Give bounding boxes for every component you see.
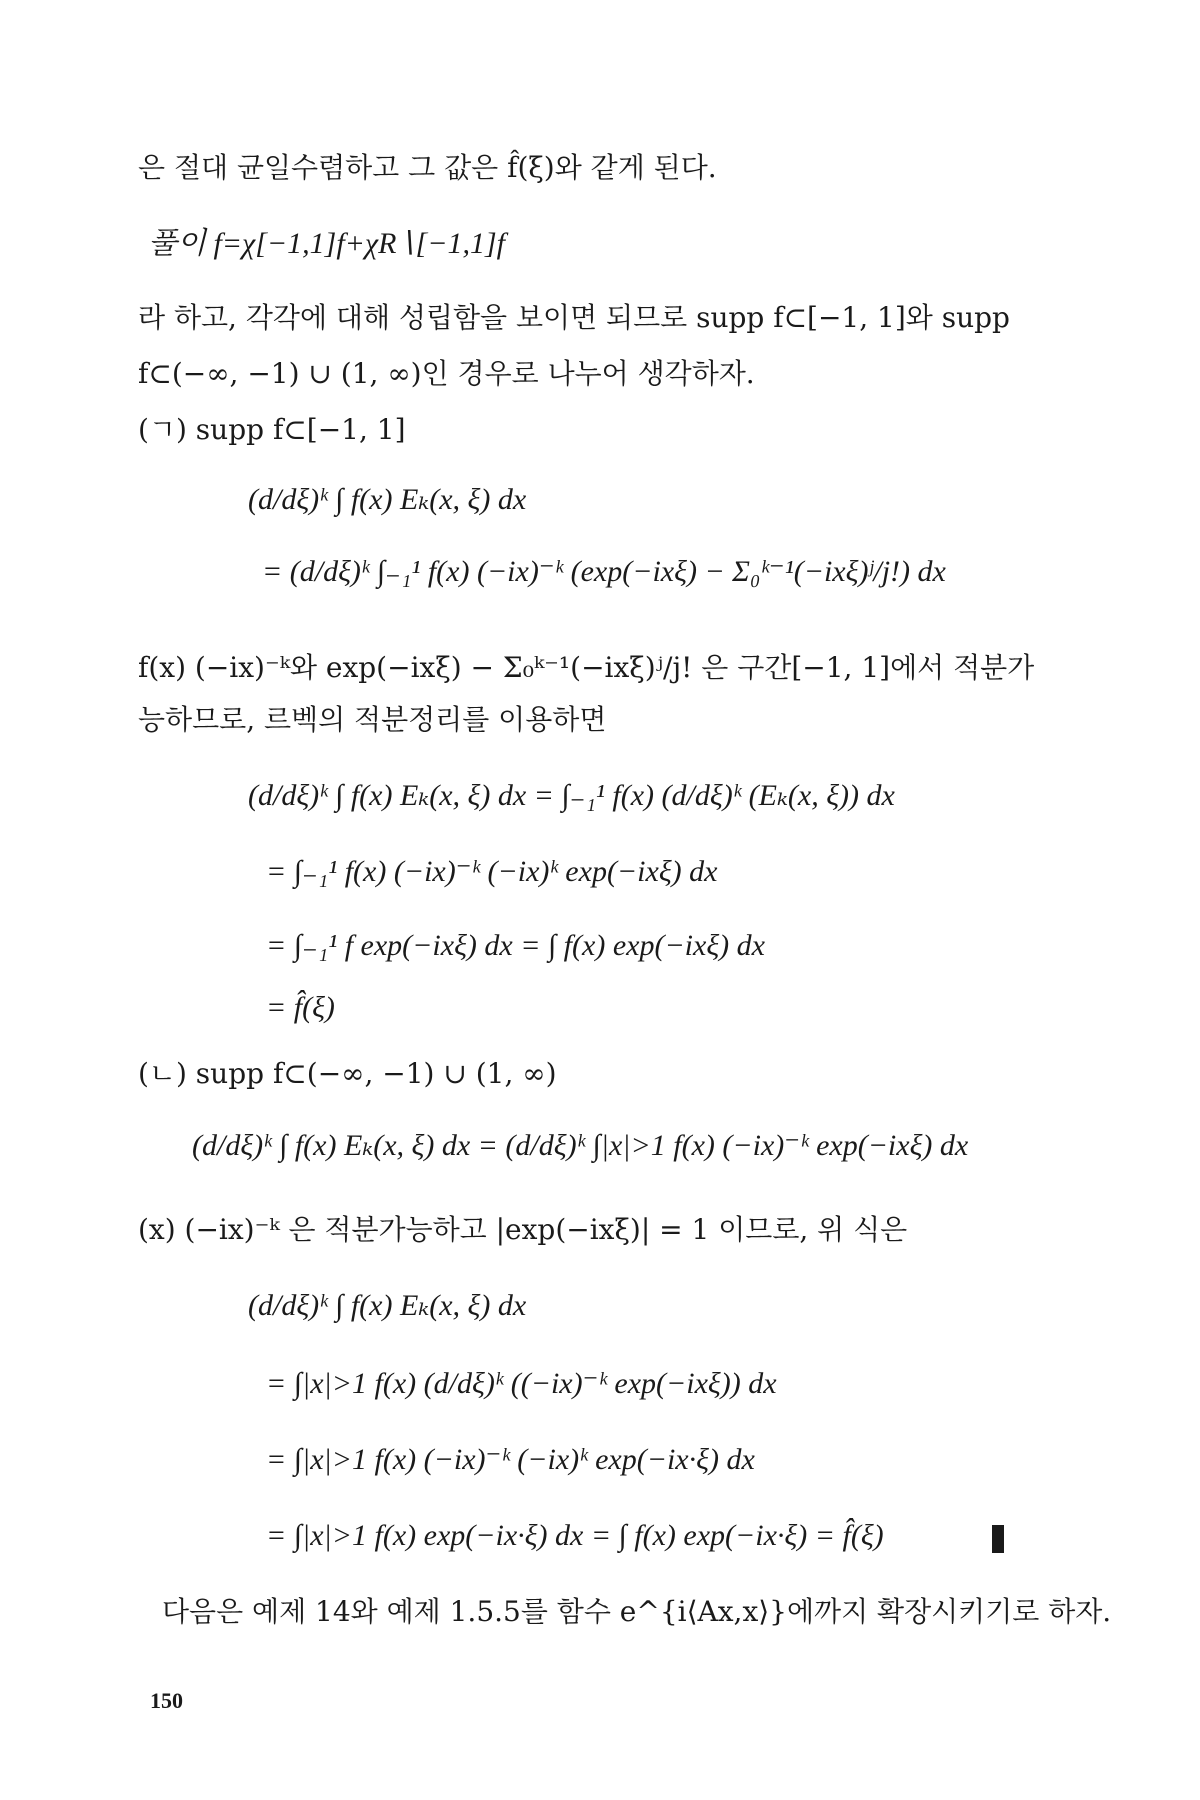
- text-line: f(x) (−ix)⁻ᵏ와 exp(−ixξ) − Σ₀ᵏ⁻¹(−ixξ)ʲ/j! 은 구간[−1, 1]에서 적분가: [138, 651, 1035, 684]
- equation-line: = ∫|x|>1 f(x) (d/dξ)ᵏ ((−ix)⁻ᵏ exp(−ixξ)) dx: [266, 1367, 777, 1400]
- case-label: (ㄱ) supp f⊂[−1, 1]: [138, 413, 406, 446]
- equation-line: (d/dξ)ᵏ ∫ f(x) Eₖ(x, ξ) dx = ∫₋₁¹ f(x) (d/dξ)ᵏ (Eₖ(x, ξ)) dx: [248, 779, 895, 812]
- equation-line: = ∫|x|>1 f(x) (−ix)⁻ᵏ (−ix)ᵏ exp(−ix·ξ) dx: [266, 1443, 755, 1476]
- text-line: 은 절대 균일수렴하고 그 값은 f̂(ξ)와 같게 된다.: [138, 151, 717, 184]
- text-line: 다음은 예제 14와 예제 1.5.5를 함수 e^{i⟨Ax,x⟩}에까지 확장시키기로 하자.: [162, 1595, 1112, 1628]
- page-number: 150: [150, 1688, 183, 1713]
- equation-line: (d/dξ)ᵏ ∫ f(x) Eₖ(x, ξ) dx: [248, 483, 527, 516]
- case-label: (ㄴ) supp f⊂(−∞, −1) ∪ (1, ∞): [138, 1057, 557, 1090]
- text-line: 라 하고, 각각에 대해 성립함을 보이면 되므로 supp f⊂[−1, 1]와 supp: [138, 301, 1010, 334]
- text-line: f⊂(−∞, −1) ∪ (1, ∞)인 경우로 나누어 생각하자.: [138, 357, 755, 390]
- equation-line: = f̂(ξ): [266, 991, 335, 1024]
- equation-line: = ∫|x|>1 f(x) exp(−ix·ξ) dx = ∫ f(x) exp(−ix·ξ) = f̂(ξ): [266, 1519, 884, 1552]
- equation-line: (d/dξ)ᵏ ∫ f(x) Eₖ(x, ξ) dx: [248, 1289, 527, 1322]
- equation-line: = ∫₋₁¹ f exp(−ixξ) dx = ∫ f(x) exp(−ixξ) dx: [266, 929, 765, 962]
- text-line: 능하므로, 르벡의 적분정리를 이용하면: [138, 703, 607, 736]
- solution-label-line: 풀이 f=χ[−1,1]f+χR∖[−1,1]f: [148, 227, 505, 260]
- text-line: (x) (−ix)⁻ᵏ 은 적분가능하고 |exp(−ixξ)| = 1 이므로, 위 식은: [138, 1213, 908, 1246]
- equation-line: (d/dξ)ᵏ ∫ f(x) Eₖ(x, ξ) dx = (d/dξ)ᵏ ∫|x|>1 f(x) (−ix)⁻ᵏ exp(−ixξ) dx: [192, 1129, 969, 1162]
- equation-line: = (d/dξ)ᵏ ∫₋₁¹ f(x) (−ix)⁻ᵏ (exp(−ixξ) − Σ₀ᵏ⁻¹(−ixξ)ʲ/j!) dx: [262, 555, 946, 588]
- qed-mark: [992, 1525, 1004, 1553]
- equation-line: = ∫₋₁¹ f(x) (−ix)⁻ᵏ (−ix)ᵏ exp(−ixξ) dx: [266, 855, 718, 888]
